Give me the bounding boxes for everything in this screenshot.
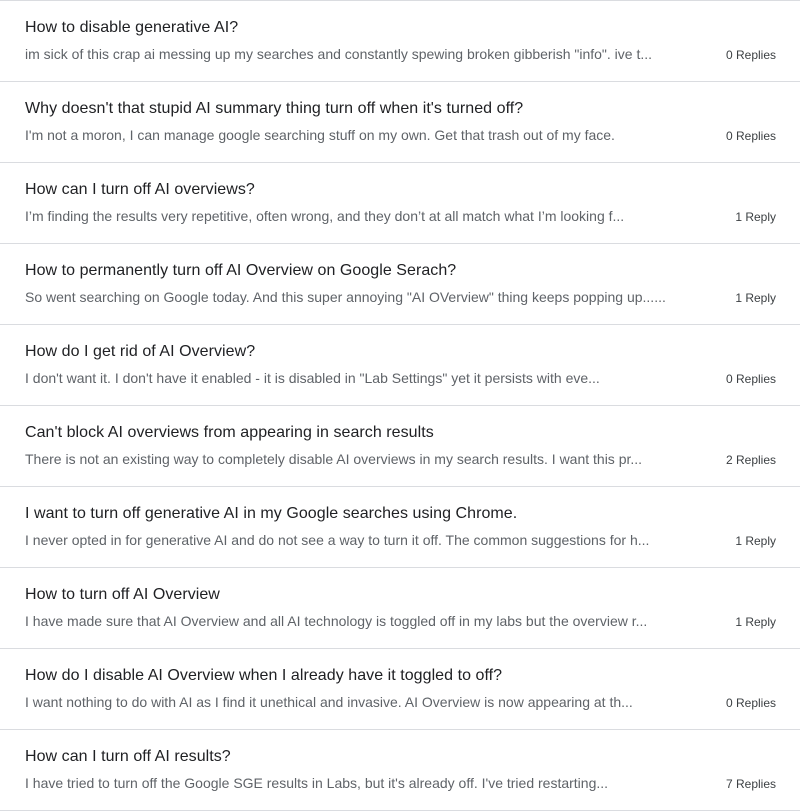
- thread-title[interactable]: How to disable generative AI?: [25, 19, 239, 36]
- thread-row[interactable]: [0, 82, 800, 163]
- thread-snippet: I’m finding the results very repetitive, often wrong, and they don’t at all match what I’m looking f...: [25, 208, 625, 224]
- thread-row[interactable]: [0, 649, 800, 730]
- thread-title[interactable]: How can I turn off AI overviews?: [25, 181, 255, 198]
- thread-snippet: I'm not a moron, I can manage google searching stuff on my own. Get that trash out of my face.: [25, 127, 615, 143]
- thread-title[interactable]: How to permanently turn off AI Overview on Google Serach?: [25, 262, 457, 279]
- thread-row[interactable]: [0, 244, 800, 325]
- thread-row[interactable]: [0, 730, 800, 811]
- thread-snippet: I have made sure that AI Overview and all AI technology is toggled off in my labs but the overview r...: [25, 613, 648, 629]
- thread-title[interactable]: Why doesn't that stupid AI summary thing turn off when it's turned off?: [25, 100, 524, 117]
- thread-row[interactable]: [0, 1, 800, 82]
- reply-count: 0 Replies: [725, 696, 776, 710]
- reply-count: 0 Replies: [725, 372, 776, 386]
- reply-count: 0 Replies: [725, 129, 776, 143]
- thread-title[interactable]: How can I turn off AI results?: [25, 748, 231, 765]
- thread-title[interactable]: How to turn off AI Overview: [25, 586, 220, 603]
- thread-row[interactable]: [0, 568, 800, 649]
- reply-count: 0 Replies: [725, 48, 776, 62]
- thread-row[interactable]: [0, 406, 800, 487]
- thread-row[interactable]: [0, 325, 800, 406]
- thread-title[interactable]: How do I get rid of AI Overview?: [25, 343, 256, 360]
- reply-count: 1 Reply: [735, 615, 776, 629]
- thread-title[interactable]: Can't block AI overviews from appearing in search results: [25, 424, 434, 441]
- thread-snippet: I want nothing to do with AI as I find it unethical and invasive. AI Overview is now appearing at th...: [25, 694, 633, 710]
- thread-snippet: I don't want it. I don't have it enabled - it is disabled in "Lab Settings" yet it persists with eve...: [25, 370, 600, 386]
- thread-snippet: There is not an existing way to completely disable AI overviews in my search results. I want this pr...: [25, 451, 643, 467]
- reply-count: 2 Replies: [725, 453, 776, 467]
- thread-snippet: I never opted in for generative AI and do not see a way to turn it off. The common suggestions for h...: [25, 532, 650, 548]
- thread-title[interactable]: How do I disable AI Overview when I already have it toggled to off?: [25, 667, 503, 684]
- thread-title[interactable]: I want to turn off generative AI in my Google searches using Chrome.: [25, 505, 518, 522]
- thread-snippet: So went searching on Google today. And this super annoying "AI OVerview" thing keeps popping up......: [25, 289, 666, 305]
- thread-snippet: I have tried to turn off the Google SGE results in Labs, but it's already off. I've tried restarting...: [25, 775, 609, 791]
- reply-count: 1 Reply: [735, 534, 776, 548]
- reply-count: 7 Replies: [725, 777, 776, 791]
- thread-snippet: im sick of this crap ai messing up my searches and constantly spewing broken gibberish "info". ive t...: [25, 46, 653, 62]
- reply-count: 1 Reply: [735, 291, 776, 305]
- thread-row[interactable]: [0, 163, 800, 244]
- thread-row[interactable]: [0, 487, 800, 568]
- reply-count: 1 Reply: [735, 210, 776, 224]
